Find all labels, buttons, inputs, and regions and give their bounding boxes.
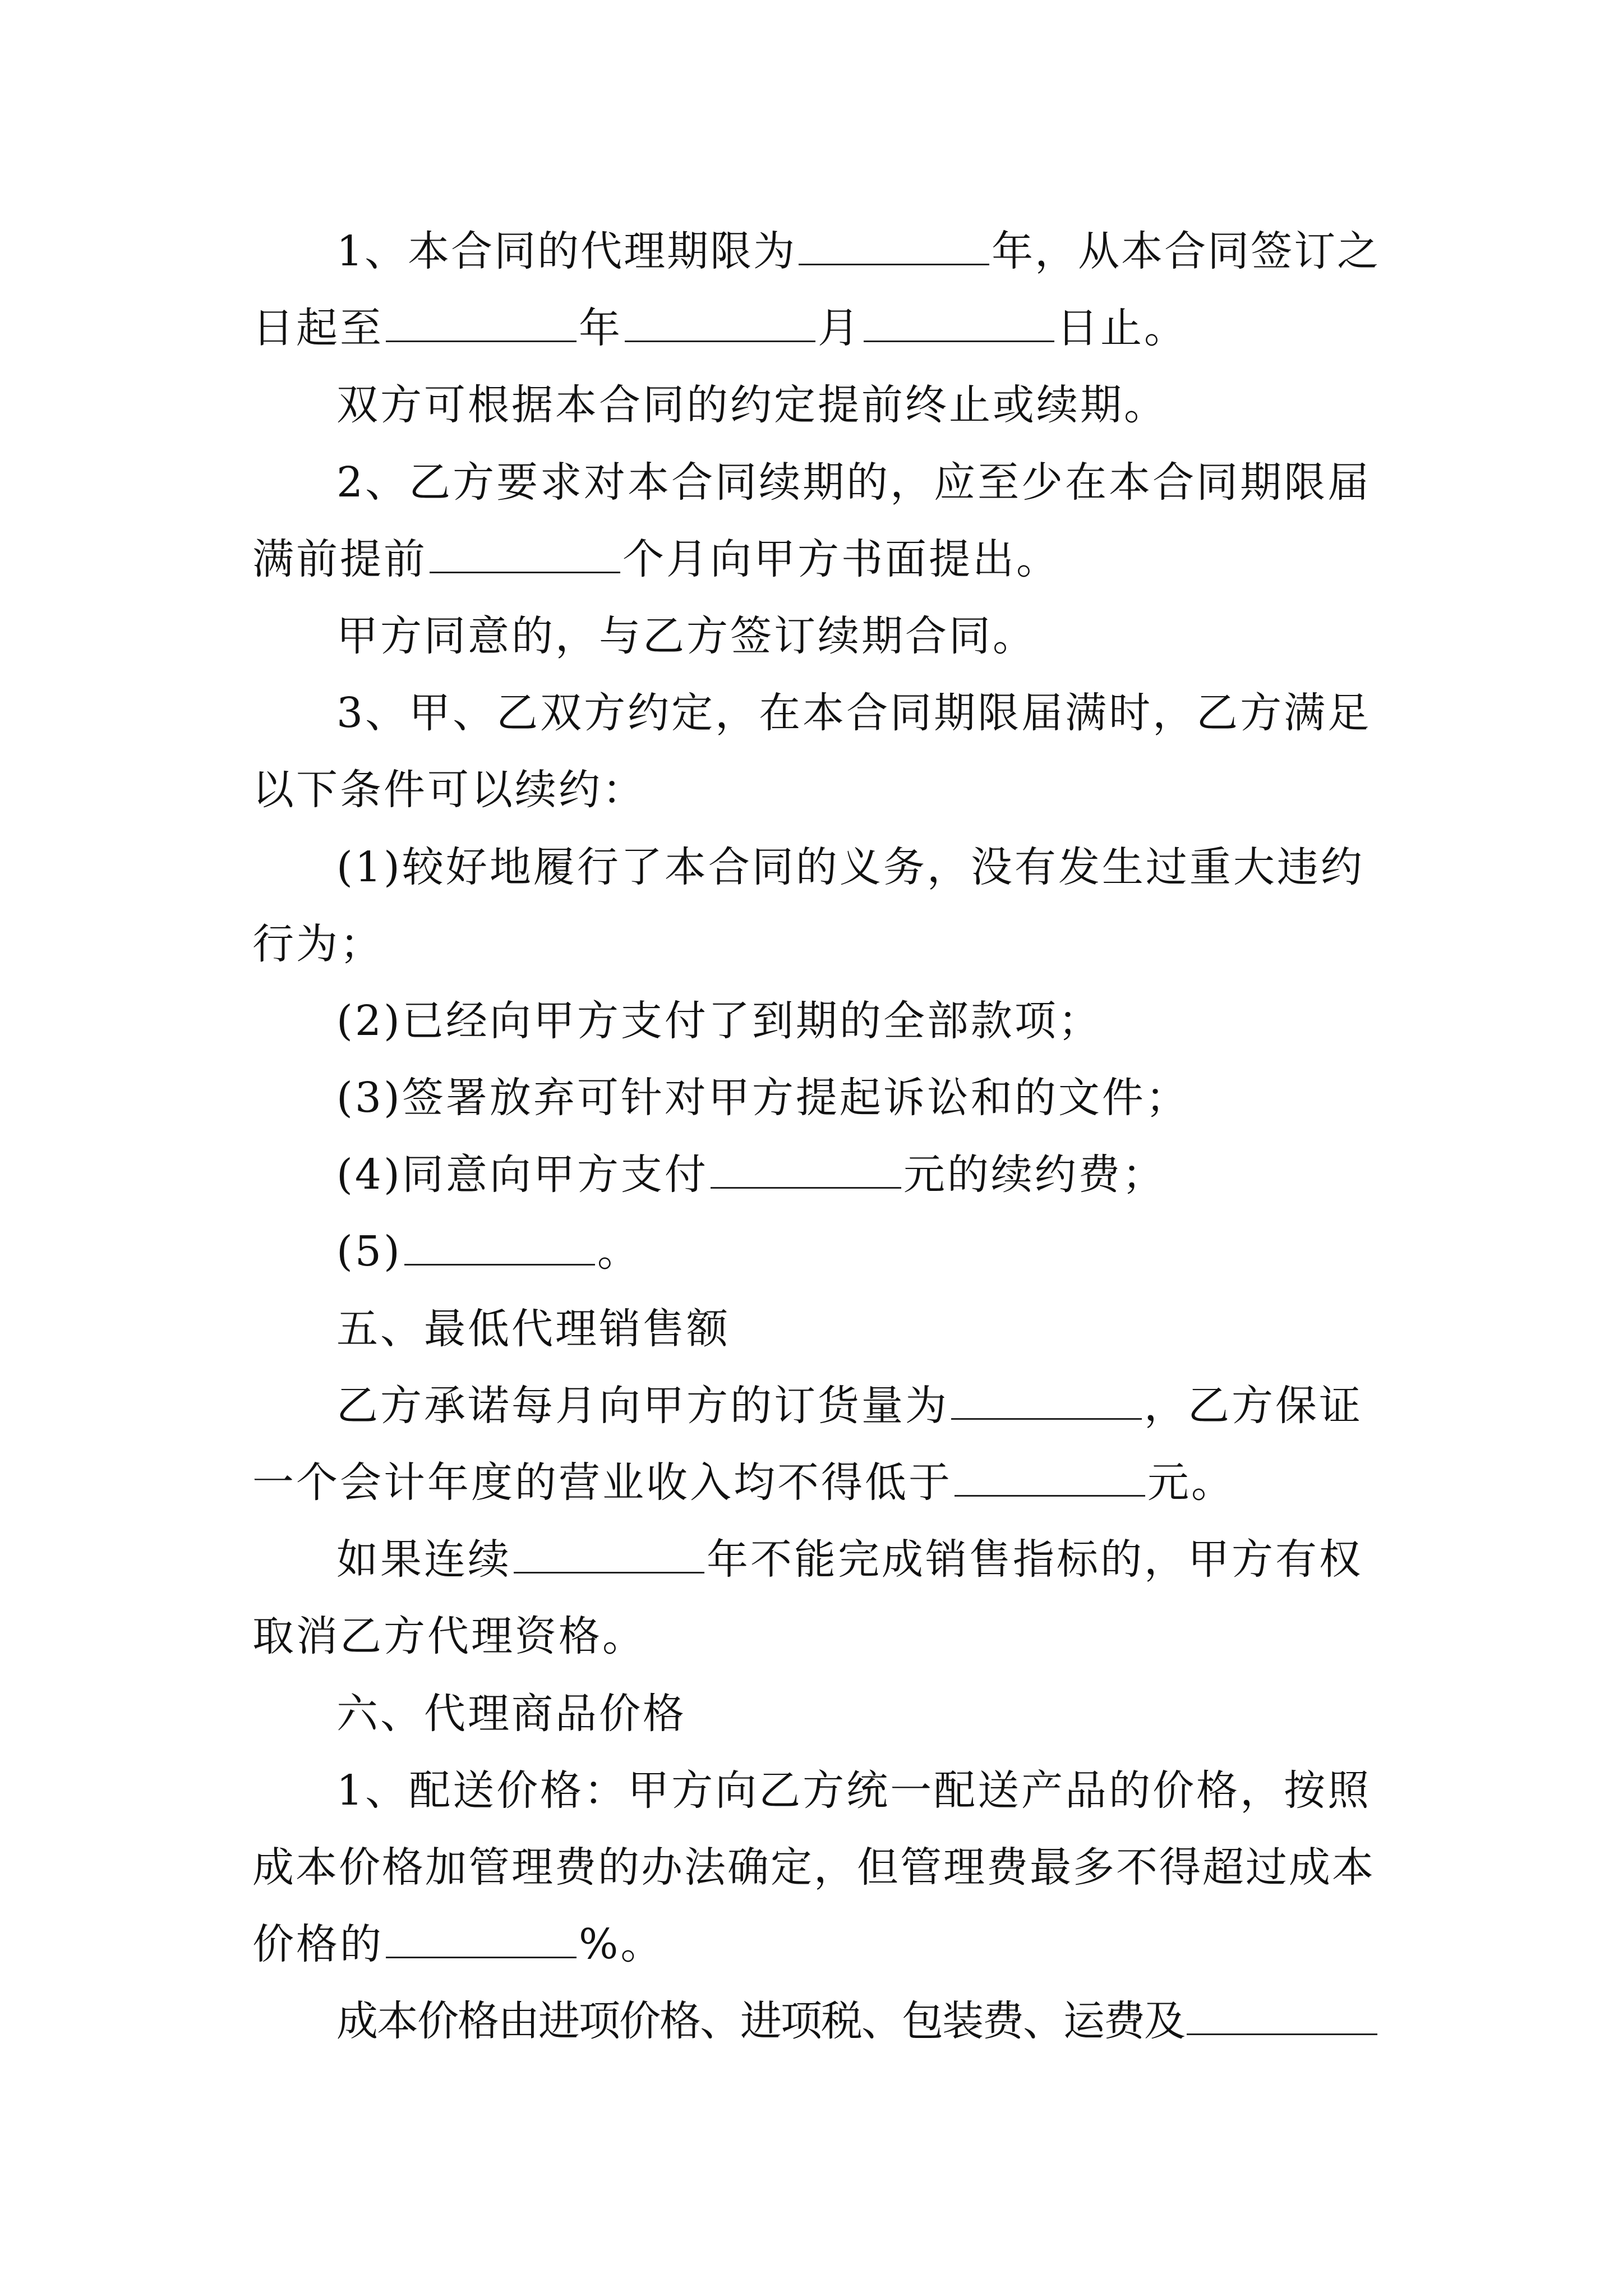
text: 甲方同意的，与乙方签订续期合同。 xyxy=(336,611,1036,660)
text: 年，从本合同签订之 xyxy=(992,227,1381,275)
fill-blank[interactable] xyxy=(386,308,577,342)
paragraph-line xyxy=(252,1906,1385,1983)
text: 取消乙方代理资格。 xyxy=(252,1612,646,1661)
paragraph-line xyxy=(252,752,1385,829)
text: 五、最低代理销售额 xyxy=(336,1304,730,1353)
text: 元。 xyxy=(1147,1458,1235,1507)
text: 双方可根据本合同的约定提前终止或续期。 xyxy=(336,381,1168,430)
paragraph-line xyxy=(252,906,1385,983)
paragraph-line xyxy=(252,598,1385,675)
fill-blank[interactable] xyxy=(514,1539,704,1573)
text: 乙方承诺每月向甲方的订货量为 xyxy=(336,1381,949,1430)
paragraph-line xyxy=(252,1598,1385,1675)
document-body xyxy=(252,213,1385,2060)
paragraph-line xyxy=(252,1368,1385,1444)
text: (1)较好地履行了本合同的义务，没有发生过重大违约 xyxy=(336,843,1364,891)
text: 元的续约费； xyxy=(903,1151,1166,1199)
paragraph-line xyxy=(252,1213,1385,1290)
fill-blank[interactable] xyxy=(404,1231,595,1266)
text: 以下条件可以续约： xyxy=(252,766,646,815)
paragraph-line xyxy=(252,290,1385,367)
text: 成本价格加管理费的办法确定，但管理费最多不得超过成本 xyxy=(252,1843,1375,1892)
text: 2、乙方要求对本合同续期的，应至少在本合同期限届 xyxy=(336,458,1372,507)
fill-blank[interactable] xyxy=(386,1924,577,1958)
text: 如果连续 xyxy=(336,1535,511,1584)
fill-blank[interactable] xyxy=(430,539,620,573)
text: %。 xyxy=(579,1920,665,1969)
text: 月 xyxy=(818,304,861,353)
text: (3)签署放弃可针对甲方提起诉讼和的文件； xyxy=(336,1074,1189,1122)
fill-blank[interactable] xyxy=(625,308,815,342)
fill-blank[interactable] xyxy=(799,231,989,265)
fill-blank[interactable] xyxy=(951,1386,1142,1420)
paragraph-line xyxy=(252,1137,1385,1213)
text: (2)已经向甲方支付了到期的全部款项； xyxy=(336,996,1102,1045)
text: 满前提前 xyxy=(252,535,427,583)
text: 价格的 xyxy=(252,1920,384,1969)
paragraph-line xyxy=(252,829,1385,906)
text: 行为； xyxy=(252,919,384,968)
paragraph-line xyxy=(252,675,1385,752)
text: 成本价格由进项价格、进项税、包装费、运费及 xyxy=(336,1997,1184,2046)
paragraph-line xyxy=(252,1752,1385,1829)
text: 年不能完成销售指标的，甲方有权 xyxy=(707,1535,1363,1584)
text: 1、配送价格：甲方向乙方统一配送产品的价格，按照 xyxy=(336,1766,1372,1815)
text: ，乙方保证 xyxy=(1144,1381,1363,1430)
fill-blank[interactable] xyxy=(1187,2001,1377,2035)
text: 3、甲、乙双方约定，在本合同期限届满时，乙方满足 xyxy=(336,689,1372,738)
paragraph-line xyxy=(252,213,1385,290)
section-heading xyxy=(252,1291,1385,1368)
paragraph-line xyxy=(252,444,1385,521)
paragraph-line xyxy=(252,367,1385,444)
paragraph-line xyxy=(252,1521,1385,1598)
paragraph-line xyxy=(252,983,1385,1060)
text: (4)同意向甲方支付 xyxy=(336,1151,708,1199)
text: (5) xyxy=(336,1227,402,1276)
fill-blank[interactable] xyxy=(711,1154,901,1189)
text: 1、本合同的代理期限为 xyxy=(336,227,797,275)
paragraph-line xyxy=(252,521,1385,598)
text: 。 xyxy=(597,1227,641,1276)
paragraph-line xyxy=(252,1060,1385,1137)
fill-blank[interactable] xyxy=(864,308,1054,342)
text: 年 xyxy=(579,304,623,353)
text: 日止。 xyxy=(1057,304,1188,353)
paragraph-line xyxy=(252,1829,1385,1906)
text: 一个会计年度的营业收入均不得低于 xyxy=(252,1458,952,1507)
text: 日起至 xyxy=(252,304,384,353)
section-heading xyxy=(252,1676,1385,1752)
text: 六、代理商品价格 xyxy=(336,1689,686,1738)
paragraph-line xyxy=(252,1983,1385,2060)
paragraph-line xyxy=(252,1444,1385,1521)
fill-blank[interactable] xyxy=(955,1462,1145,1497)
text: 个月向甲方书面提出。 xyxy=(623,535,1060,583)
